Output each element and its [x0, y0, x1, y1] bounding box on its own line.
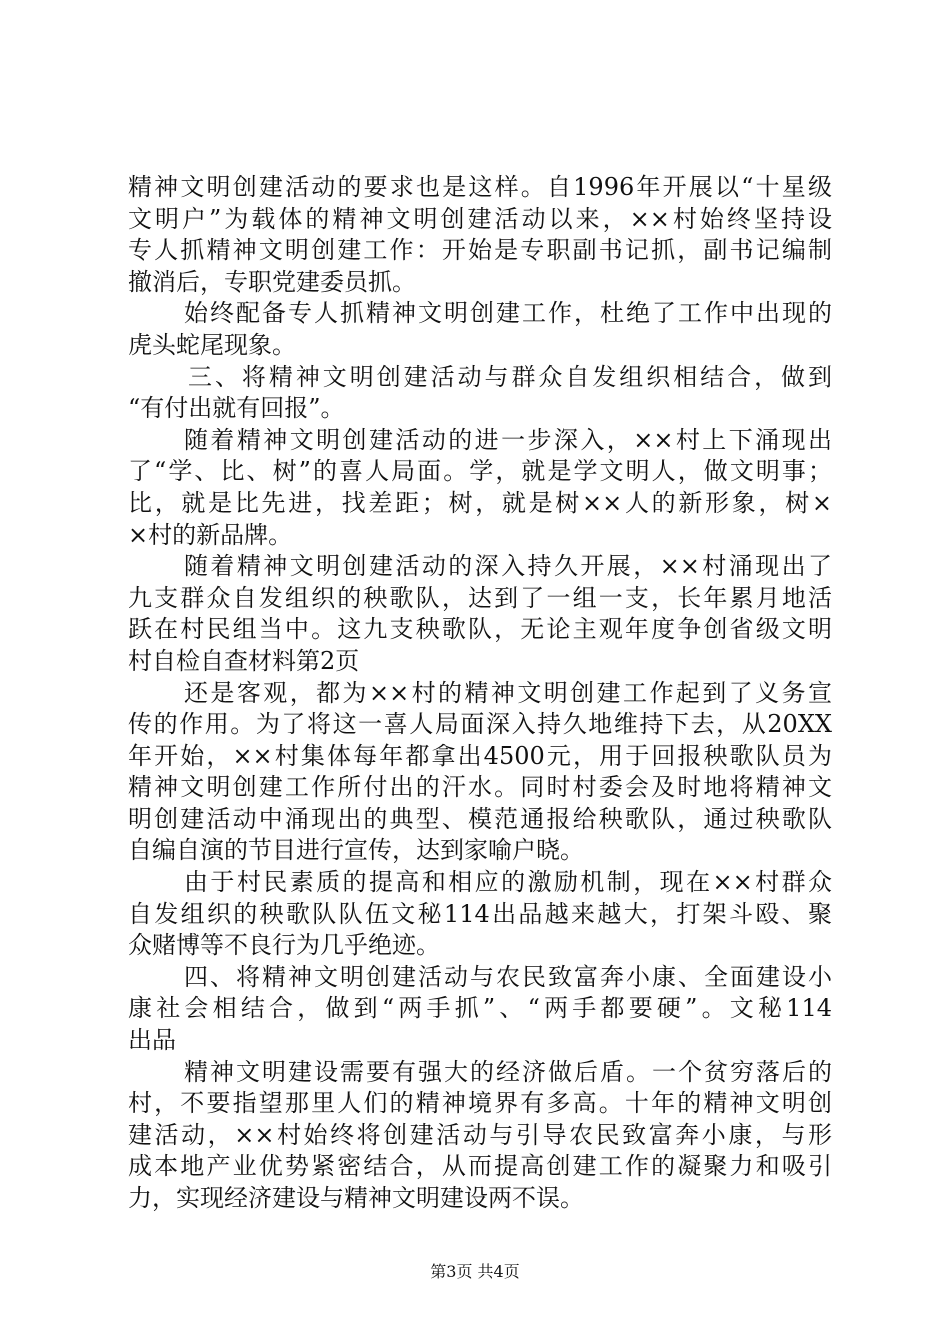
page-number-label: 第3页 共4页: [430, 1262, 520, 1281]
paragraph-7-line-2: 自发组织的秧歌队队伍文秘114出品越来越大，打架斗殴、聚: [128, 899, 832, 928]
paragraph-9-line-3: 建活动，××村始终将创建活动与引导农民致富奔小康，与形: [128, 1120, 832, 1149]
paragraph-1-line-3: 专人抓精神文明创建工作：开始是专职副书记抓，副书记编制: [128, 236, 832, 265]
paragraph-6-line-4: 精神文明创建工作所付出的汗水。同时村委会及时地将精神文: [128, 773, 832, 802]
section-4-heading-line-2: 康社会相结合，做到“两手抓”、“两手都要硬”。文秘114: [128, 994, 832, 1023]
paragraph-2-line-2: 虎头蛇尾现象。: [128, 330, 296, 359]
paragraph-6-line-1: 还是客观，都为××村的精神文明创建工作起到了义务宣: [184, 678, 832, 707]
paragraph-9-line-1: 精神文明建设需要有强大的经济做后盾。一个贫穷落后的: [184, 1057, 832, 1086]
paragraph-2-line-1: 始终配备专人抓精神文明创建工作，杜绝了工作中出现的: [184, 299, 832, 328]
paragraph-6-line-3: 年开始，××村集体每年都拿出4500元，用于回报秧歌队员为: [128, 741, 832, 770]
paragraph-9-line-5: 力，实现经济建设与精神文明建设两不误。: [128, 1184, 584, 1212]
paragraph-6-line-5: 明创建活动中涌现出的典型、模范通报给秧歌队，通过秧歌队: [128, 804, 832, 833]
paragraph-5-line-1: 随着精神文明创建活动的深入持久开展，××村涌现出了: [184, 552, 832, 581]
section-3-heading-line-1: 三、将精神文明创建活动与群众自发组织相结合，做到: [188, 362, 832, 391]
section-3-heading-line-2: “有付出就有回报”。: [128, 394, 345, 423]
paragraph-9-line-4: 成本地产业优势紧密结合，从而提高创建工作的凝聚力和吸引: [128, 1152, 832, 1181]
paragraph-5-line-3: 跃在村民组当中。这九支秧歌队，无论主观年度争创省级文明: [128, 615, 832, 644]
paragraph-1-line-4: 撤消后，专职党建委员抓。: [128, 267, 416, 296]
paragraph-1-line-2: 文明户”为载体的精神文明创建活动以来，××村始终坚持设: [128, 204, 832, 233]
paragraph-9-line-2: 村，不要指望那里人们的精神境界有多高。十年的精神文明创: [128, 1089, 832, 1118]
paragraph-4-line-1: 随着精神文明创建活动的进一步深入，××村上下涌现出: [184, 425, 832, 454]
paragraph-6-line-6: 自编自演的节目进行宣传，达到家喻户晓。: [128, 836, 584, 865]
paragraph-5-line-4: 村自检自查材料第2页: [128, 646, 360, 675]
paragraph-7-line-1: 由于村民素质的提高和相应的激励机制，现在××村群众: [184, 868, 832, 897]
paragraph-7-line-3: 众赌博等不良行为几乎绝迹。: [128, 931, 440, 960]
document-body: [128, 172, 832, 1215]
paragraph-4-line-2: 了“学、比、树”的喜人局面。学，就是学文明人，做文明事；: [128, 457, 832, 486]
section-4-heading-line-3: 出品: [128, 1026, 176, 1055]
section-4-heading-line-1: 四、将精神文明创建活动与农民致富奔小康、全面建设小: [184, 962, 832, 991]
paragraph-1-line-1: 精神文明创建活动的要求也是这样。自1996年开展以“十星级: [128, 173, 832, 201]
paragraph-4-line-3: 比，就是比先进，找差距；树，就是树××人的新形象，树×: [128, 488, 832, 517]
paragraph-4-line-4: ×村的新品牌。: [128, 520, 293, 549]
paragraph-6-line-2: 传的作用。为了将这一喜人局面深入持久地维持下去，从20XX: [128, 710, 832, 739]
page-footer: [0, 1262, 950, 1282]
paragraph-5-line-2: 九支群众自发组织的秧歌队，达到了一组一支，长年累月地活: [128, 583, 832, 612]
